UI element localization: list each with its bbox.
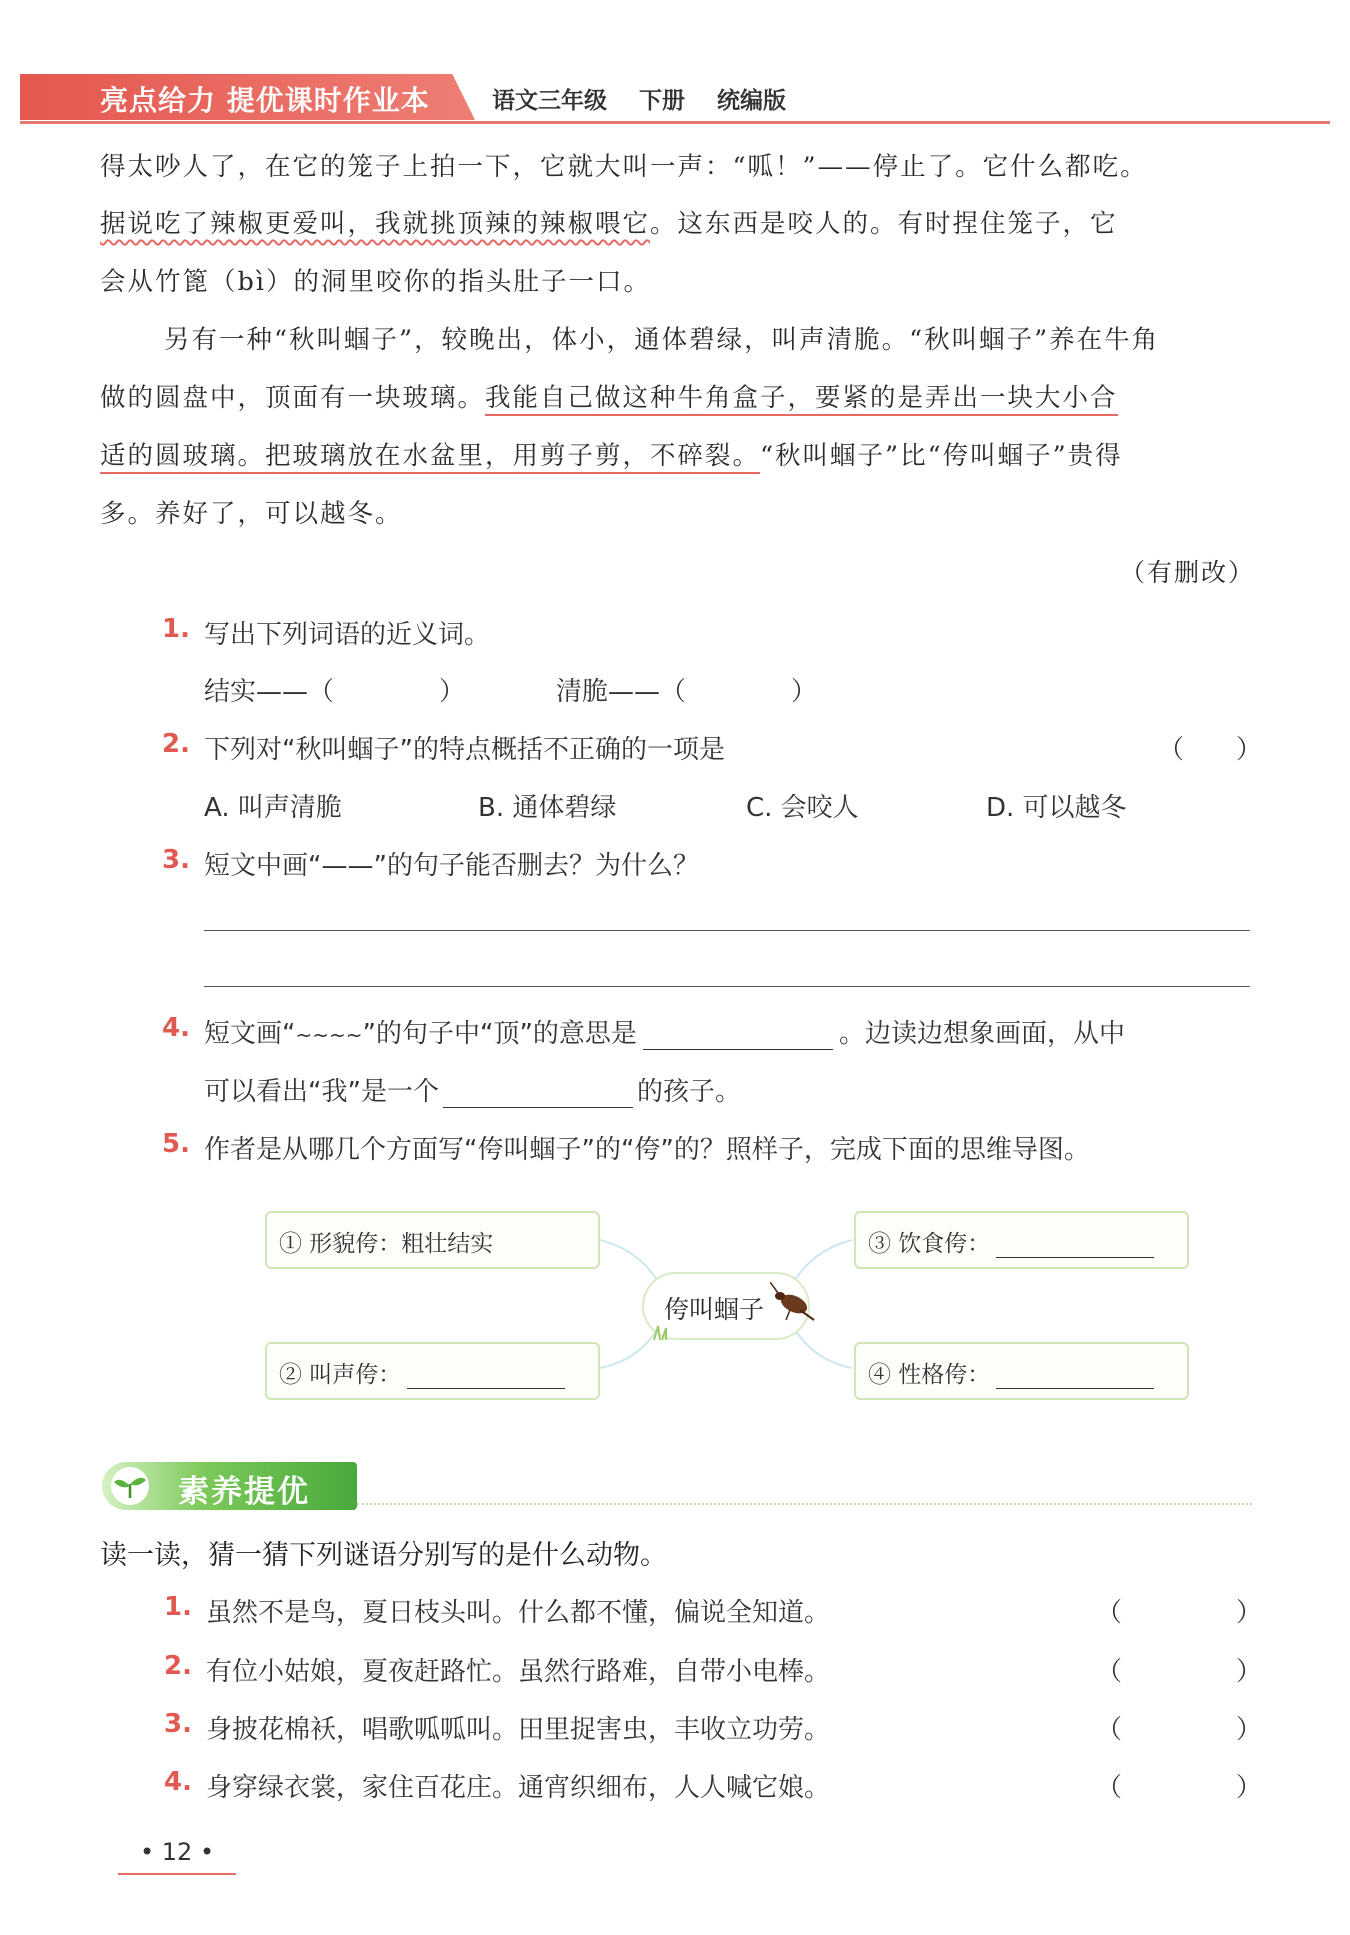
mindmap-branch-voice: ② 叫声侉： xyxy=(265,1342,600,1400)
sprout-icon xyxy=(108,1466,152,1506)
underlined-sentence: 适的圆玻璃。把玻璃放在水盆里，用剪子剪，不碎裂。 xyxy=(100,441,760,474)
question-3-text: 短文中画“——”的句子能否删去？为什么？ xyxy=(204,851,699,881)
riddle-number: 4. xyxy=(164,1767,192,1797)
question-number: 1. xyxy=(162,614,190,644)
voice-blank[interactable] xyxy=(407,1366,565,1389)
answer-paren-open: （ xyxy=(1096,1773,1123,1803)
answer-paren-close: ） xyxy=(1236,735,1263,765)
diet-blank[interactable] xyxy=(996,1235,1154,1258)
section-divider xyxy=(357,1503,1252,1505)
answer-paren-close: ） xyxy=(1236,1598,1263,1628)
passage-text: “秋叫蝈子”比“侉叫蝈子”贵得 xyxy=(760,441,1123,471)
page-number: • 12 • xyxy=(140,1838,215,1866)
grass-icon xyxy=(650,1322,674,1342)
question-5-text: 作者是从哪几个方面写“侉叫蝈子”的“侉”的？照样子，完成下面的思维导图。 xyxy=(204,1135,1090,1165)
mindmap-branch-temper: ④ 性格侉： xyxy=(854,1342,1189,1400)
riddle-number: 1. xyxy=(164,1592,192,1622)
riddle-text: 虽然不是鸟，夏日枝头叫。什么都不懂，偏说全知道。 xyxy=(206,1598,831,1628)
answer-paren-close: ） xyxy=(1236,1657,1263,1687)
riddle-text: 身穿绿衣裳，家住百花庄。通宵织细布，人人喊它娘。 xyxy=(206,1773,831,1803)
option-b[interactable]: B. 通体碧绿 xyxy=(478,793,617,823)
question-4-line2: 可以看出“我”是一个 的孩子。 xyxy=(204,1077,741,1107)
wavy-underlined-sentence: 据说吃了辣椒更爱叫，我就挑顶辣的辣椒喂它 xyxy=(100,209,651,239)
answer-paren-open: （ xyxy=(1158,735,1185,765)
passage-line: 另有一种“秋叫蝈子”，较晚出，体小，通体碧绿，叫声清脆。“秋叫蝈子”养在牛角 xyxy=(164,325,1160,355)
question-number: 4. xyxy=(162,1013,190,1043)
book-title: 亮点给力 提优课时作业本 xyxy=(100,84,430,117)
edition-label: 统编版 xyxy=(717,88,787,114)
answer-paren-open: （ xyxy=(1096,1657,1123,1687)
passage-line: 会从竹篦（bì）的洞里咬你的指头肚子一口。 xyxy=(100,267,651,297)
answer-paren-close: ） xyxy=(1236,1715,1263,1745)
question-1-text: 写出下列词语的近义词。 xyxy=(204,620,491,650)
cricket-icon xyxy=(770,1282,820,1322)
mindmap-branch-appearance: ① 形貌侉：粗壮结实 xyxy=(265,1211,600,1269)
passage-line: 多。养好了，可以越冬。 xyxy=(100,499,403,529)
riddle-number: 2. xyxy=(164,1651,192,1681)
question-number: 2. xyxy=(162,729,190,759)
option-c[interactable]: C. 会咬人 xyxy=(746,793,859,823)
option-d[interactable]: D. 可以越冬 xyxy=(986,793,1127,823)
riddle-text: 身披花棉袄，唱歌呱呱叫。田里捉害虫，丰收立功劳。 xyxy=(206,1715,831,1745)
page-number-rule xyxy=(118,1873,236,1875)
passage-text: 做的圆盘中，顶面有一块玻璃。 xyxy=(100,383,486,413)
section-title: 素养提优 xyxy=(178,1474,310,1510)
riddle-text: 有位小姑娘，夏夜赶路忙。虽然行路难，自带小电棒。 xyxy=(206,1657,831,1687)
temper-blank[interactable] xyxy=(996,1366,1154,1389)
source-note: （有删改） xyxy=(1119,558,1255,587)
volume-label: 下册 xyxy=(639,88,686,114)
mindmap-branch-diet: ③ 饮食侉： xyxy=(854,1211,1189,1269)
passage-line: 得太吵人了，在它的笼子上拍一下，它就大叫一声：“呱！”——停止了。它什么都吃。 xyxy=(100,152,1148,182)
synonym-item-2: 清脆——（ ） xyxy=(556,677,818,707)
answer-paren-open: （ xyxy=(1096,1715,1123,1745)
question-number: 3. xyxy=(162,845,190,875)
section-instruction: 读一读，猜一猜下列谜语分别写的是什么动物。 xyxy=(100,1540,667,1571)
passage-text: 。这东西是咬人的。有时捏住笼子，它 xyxy=(650,209,1118,239)
answer-paren-close: ） xyxy=(1236,1773,1263,1803)
question-number: 5. xyxy=(162,1129,190,1159)
synonym-item-1: 结实——（ ） xyxy=(204,677,466,707)
riddle-number: 3. xyxy=(164,1709,192,1739)
mindmap-center: 侉叫蝈子 xyxy=(642,1272,810,1340)
underlined-sentence: 我能自己做这种牛角盒子，要紧的是弄出一块大小合 xyxy=(485,383,1118,416)
question-4-line1: 短文画“~~~~”的句子中“顶”的意思是 。边读边想象画面，从中 xyxy=(204,1019,1125,1049)
subject-label: 语文三年级 xyxy=(492,88,607,114)
question-2-text: 下列对“秋叫蝈子”的特点概括不正确的一项是 xyxy=(204,735,725,765)
answer-paren-open: （ xyxy=(1096,1598,1123,1628)
option-a[interactable]: A. 叫声清脆 xyxy=(204,793,342,823)
